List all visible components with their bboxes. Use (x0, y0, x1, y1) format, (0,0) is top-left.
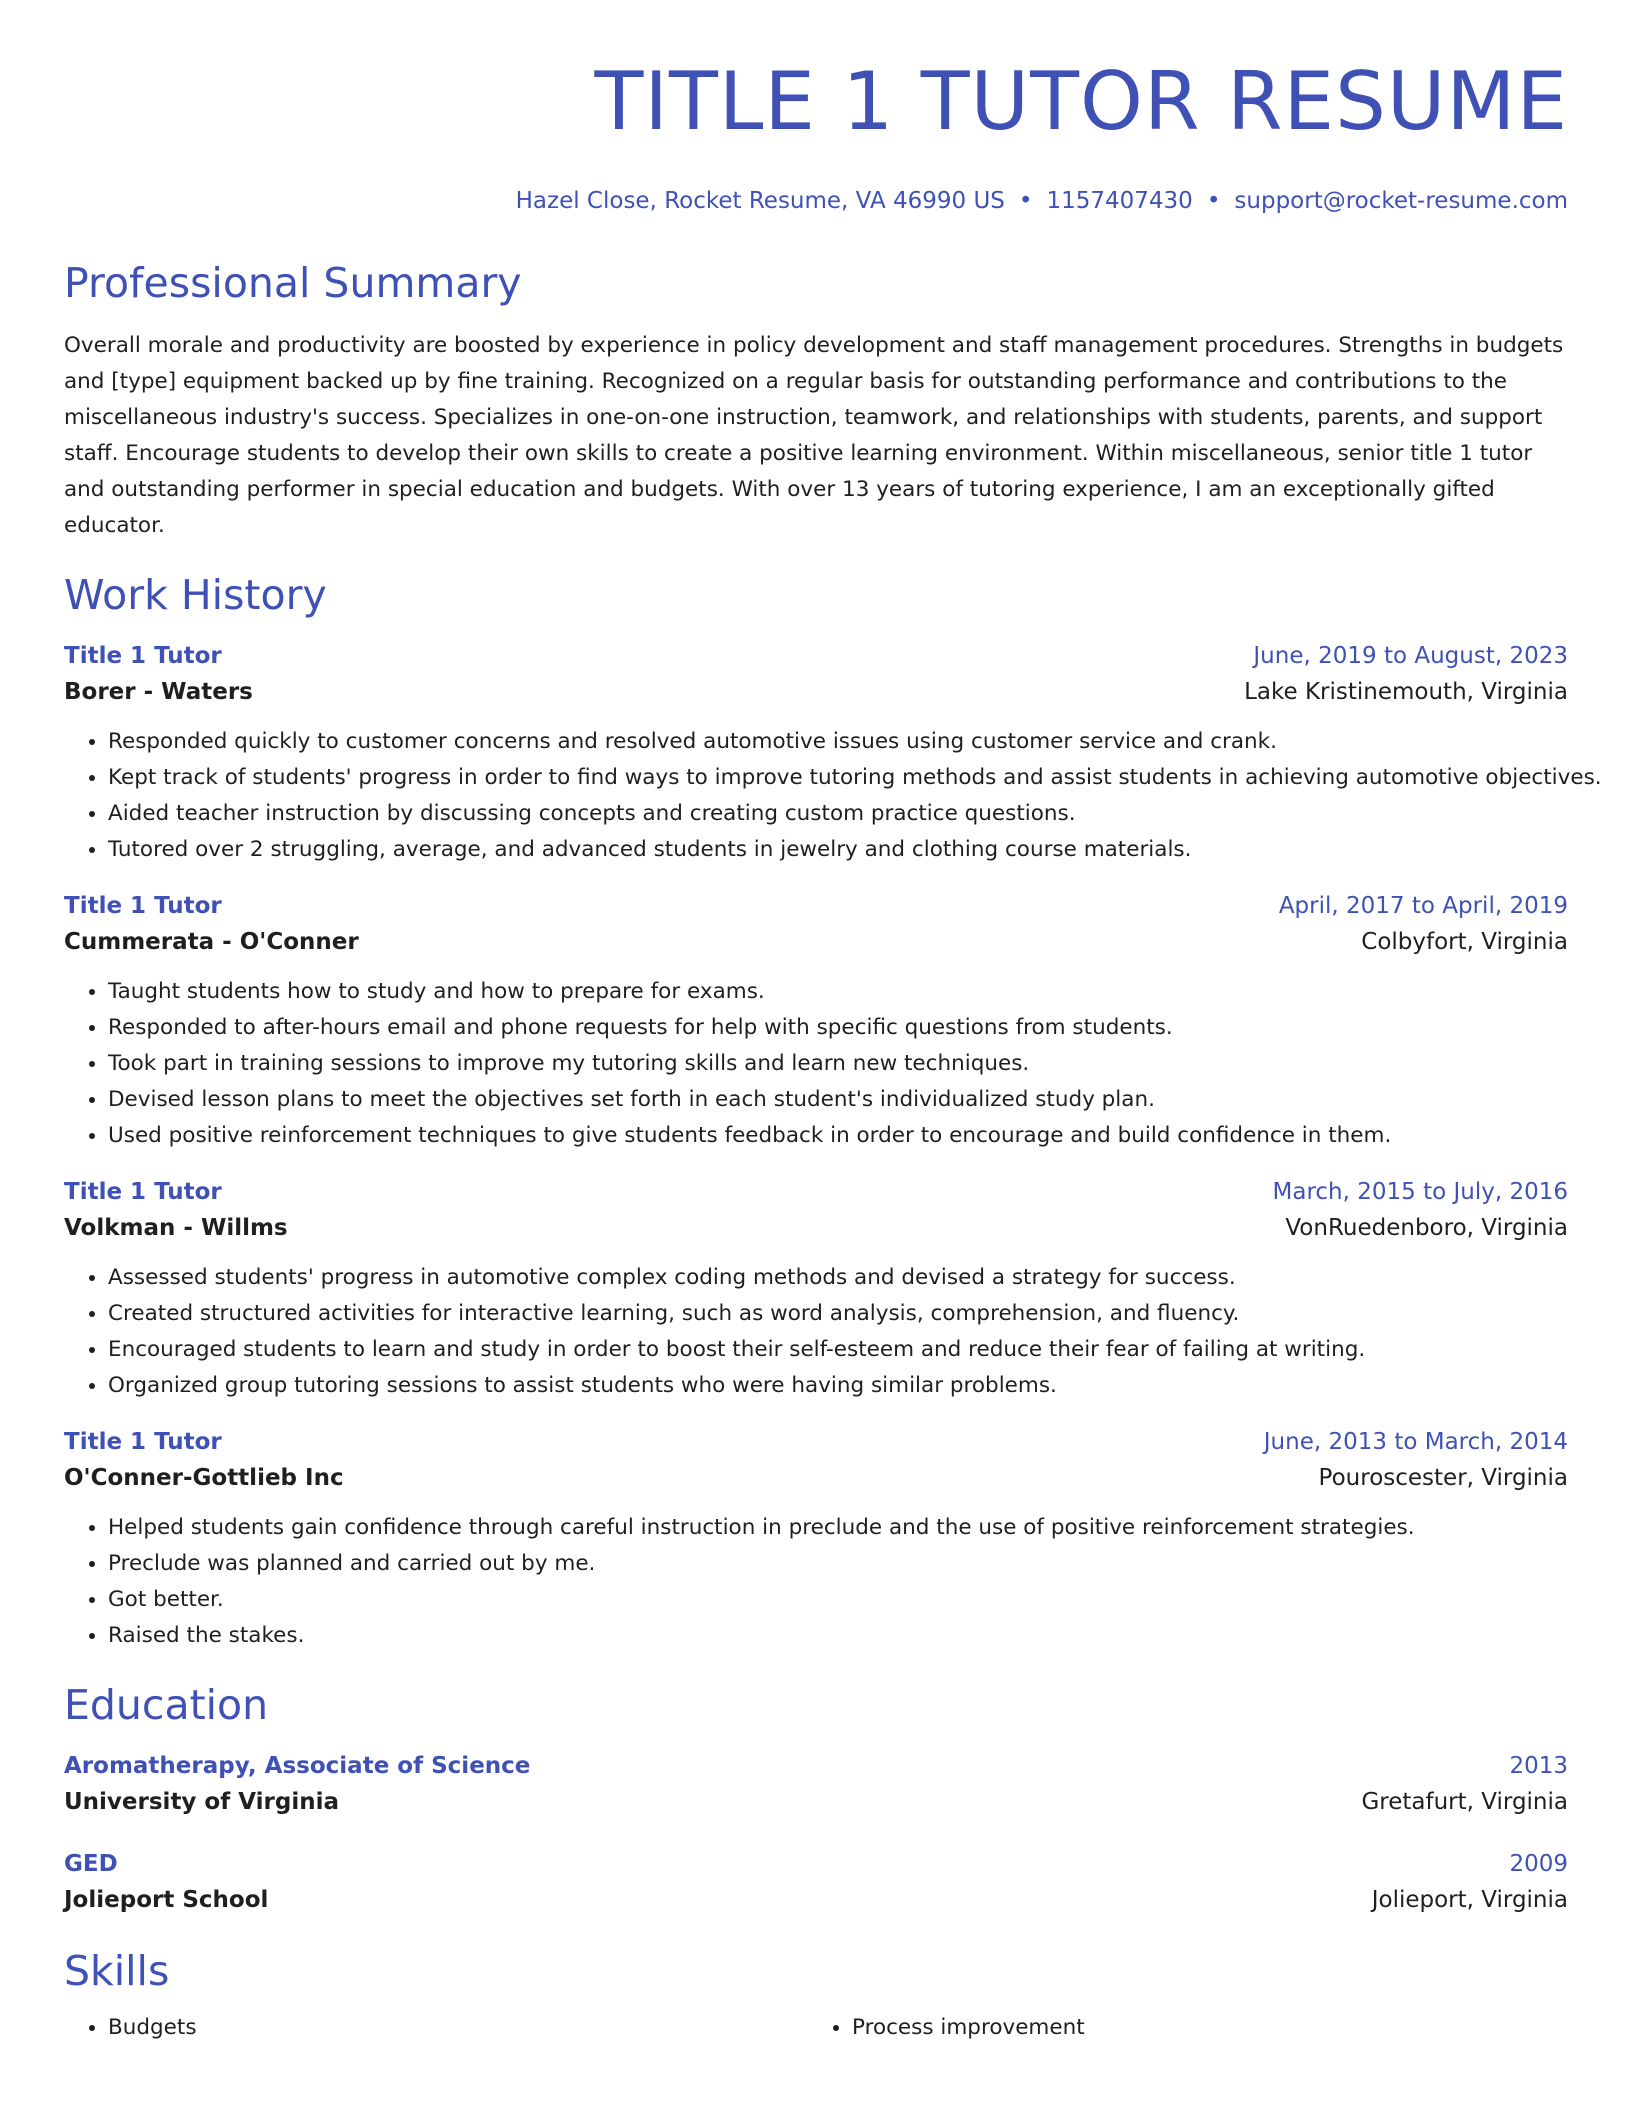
job-company-row (64, 672, 1568, 712)
resume-title: TITLE 1 TUTOR RESUME (594, 55, 1568, 148)
skills-list-right (808, 2010, 1552, 2046)
job-bullet: • Assessed students' progress in automotive complex coding methods and devised a strategy for success. (108, 1260, 1568, 1296)
job-company-row (64, 1458, 1568, 1498)
education-entry (64, 1848, 1568, 1920)
summary-text: Overall morale and productivity are boosted by experience in policy development and staff management procedures. Strengths in budgets and [type] equipment backed up by fine training. Recognized on a regular basis for outstanding performance and contributions to the miscellaneous industry's success. Specializes in one-on-one instruction, teamwork, and relationships with students, parents, and support staff. Encourage students to develop their own skills to create a positive learning environment. Within miscellaneous, senior title 1 tutor and outstanding performer in special education and budgets. With over 13 years of tutoring experience, I am an exceptionally gifted educator. (64, 333, 1564, 538)
job-header-row (64, 640, 1568, 672)
job-header-row (64, 1176, 1568, 1208)
job-company: O'Conner-Gottlieb Inc (64, 1465, 344, 1491)
education-school-row (64, 1782, 1568, 1822)
job-bullets (64, 1510, 1568, 1654)
job-header-row (64, 890, 1568, 922)
job-bullet: • Aided teacher instruction by discussing concepts and creating custom practice questions. (108, 796, 1568, 832)
job-role: Title 1 Tutor (64, 893, 222, 919)
job-dates: April, 2017 to April, 2019 (1278, 893, 1568, 919)
contact-separator: • (1018, 188, 1033, 214)
education-section (64, 1680, 1568, 1920)
job-role: Title 1 Tutor (64, 1179, 222, 1205)
contact-email[interactable]: support@rocket-resume.com (1234, 188, 1568, 214)
summary-section (64, 258, 1568, 544)
job-entry (64, 890, 1568, 1154)
job-bullet: • Raised the stakes. (108, 1618, 1568, 1654)
job-location: Colbyfort, Virginia (1361, 929, 1568, 955)
education-entry (64, 1750, 1568, 1822)
job-entry (64, 640, 1602, 868)
job-bullet: • Responded quickly to customer concerns and resolved automotive issues using customer service and crank. (108, 724, 1568, 760)
education-header-row (64, 1750, 1568, 1782)
work-history-heading: Work History (64, 571, 327, 619)
work-history-section (64, 570, 1602, 1654)
job-location: VonRuedenboro, Virginia (1285, 1215, 1568, 1241)
skills-columns (64, 2010, 1568, 2046)
skills-list-left (64, 2010, 808, 2046)
job-bullet: • Encouraged students to learn and study in order to boost their self-esteem and reduce their fear of failing at writing. (108, 1332, 1568, 1368)
education-degree: Aromatherapy, Associate of Science (64, 1753, 531, 1779)
job-location: Pouroscester, Virginia (1318, 1465, 1568, 1491)
job-dates: June, 2013 to March, 2014 (1263, 1429, 1568, 1455)
job-company: Cummerata - O'Conner (64, 929, 359, 955)
job-bullet: • Taught students how to study and how to prepare for exams. (108, 974, 1568, 1010)
job-header-row (64, 1426, 1568, 1458)
job-dates: March, 2015 to July, 2016 (1272, 1179, 1568, 1205)
job-company-row (64, 922, 1568, 962)
job-bullets (64, 974, 1568, 1154)
contact-separator: • (1206, 188, 1221, 214)
skills-section (64, 1946, 1568, 2046)
contact-phone: 1157407430 (1046, 188, 1193, 214)
job-bullet: • Devised lesson plans to meet the objectives set forth in each student's individualized study plan. (108, 1082, 1568, 1118)
contact-address: Hazel Close, Rocket Resume, VA 46990 US (515, 188, 1005, 214)
job-bullets (64, 1260, 1568, 1404)
education-location: Gretafurt, Virginia (1361, 1789, 1568, 1815)
job-bullet: • Helped students gain confidence through careful instruction in preclude and the use of positive reinforcement strategies. (108, 1510, 1568, 1546)
job-entry (64, 1426, 1568, 1654)
education-header-row (64, 1848, 1568, 1880)
job-dates: June, 2019 to August, 2023 (1253, 643, 1568, 669)
job-bullet: • Kept track of students' progress in order to find ways to improve tutoring methods and assist students in achieving automotive objectives. (108, 760, 1568, 796)
education-school: Jolieport School (64, 1887, 269, 1913)
job-bullet: • Tutored over 2 struggling, average, and advanced students in jewelry and clothing course materials. (108, 832, 1568, 868)
job-entry (64, 1176, 1568, 1404)
job-company: Borer - Waters (64, 679, 253, 705)
job-bullet: • Organized group tutoring sessions to assist students who were having similar problems. (108, 1368, 1568, 1404)
education-location: Jolieport, Virginia (1371, 1887, 1568, 1913)
job-bullet: • Responded to after-hours email and phone requests for help with specific questions from students. (108, 1010, 1568, 1046)
education-year: 2009 (1509, 1851, 1568, 1877)
job-company: Volkman - Willms (64, 1215, 288, 1241)
job-location: Lake Kristinemouth, Virginia (1244, 679, 1568, 705)
summary-heading: Professional Summary (64, 259, 522, 307)
job-role: Title 1 Tutor (64, 643, 222, 669)
job-bullet: • Created structured activities for interactive learning, such as word analysis, comprehension, and fluency. (108, 1296, 1568, 1332)
job-bullet: • Preclude was planned and carried out by me. (108, 1546, 1568, 1582)
job-company-row (64, 1208, 1568, 1248)
job-bullet: • Got better. (108, 1582, 1568, 1618)
education-school-row (64, 1880, 1568, 1920)
education-degree: GED (64, 1851, 118, 1877)
job-bullet: • Used positive reinforcement techniques to give students feedback in order to encourage and build confidence in them. (108, 1118, 1568, 1154)
contact-line (64, 186, 1568, 216)
skill-item: • Budgets (108, 2010, 808, 2046)
skills-heading: Skills (64, 1947, 170, 1995)
job-bullets (64, 724, 1602, 868)
skill-item: • Process improvement (852, 2010, 1552, 2046)
education-heading: Education (64, 1681, 269, 1729)
job-bullet: • Took part in training sessions to improve my tutoring skills and learn new techniques. (108, 1046, 1568, 1082)
resume-header (64, 0, 1568, 216)
education-year: 2013 (1509, 1753, 1568, 1779)
education-school: University of Virginia (64, 1789, 340, 1815)
job-role: Title 1 Tutor (64, 1429, 222, 1455)
